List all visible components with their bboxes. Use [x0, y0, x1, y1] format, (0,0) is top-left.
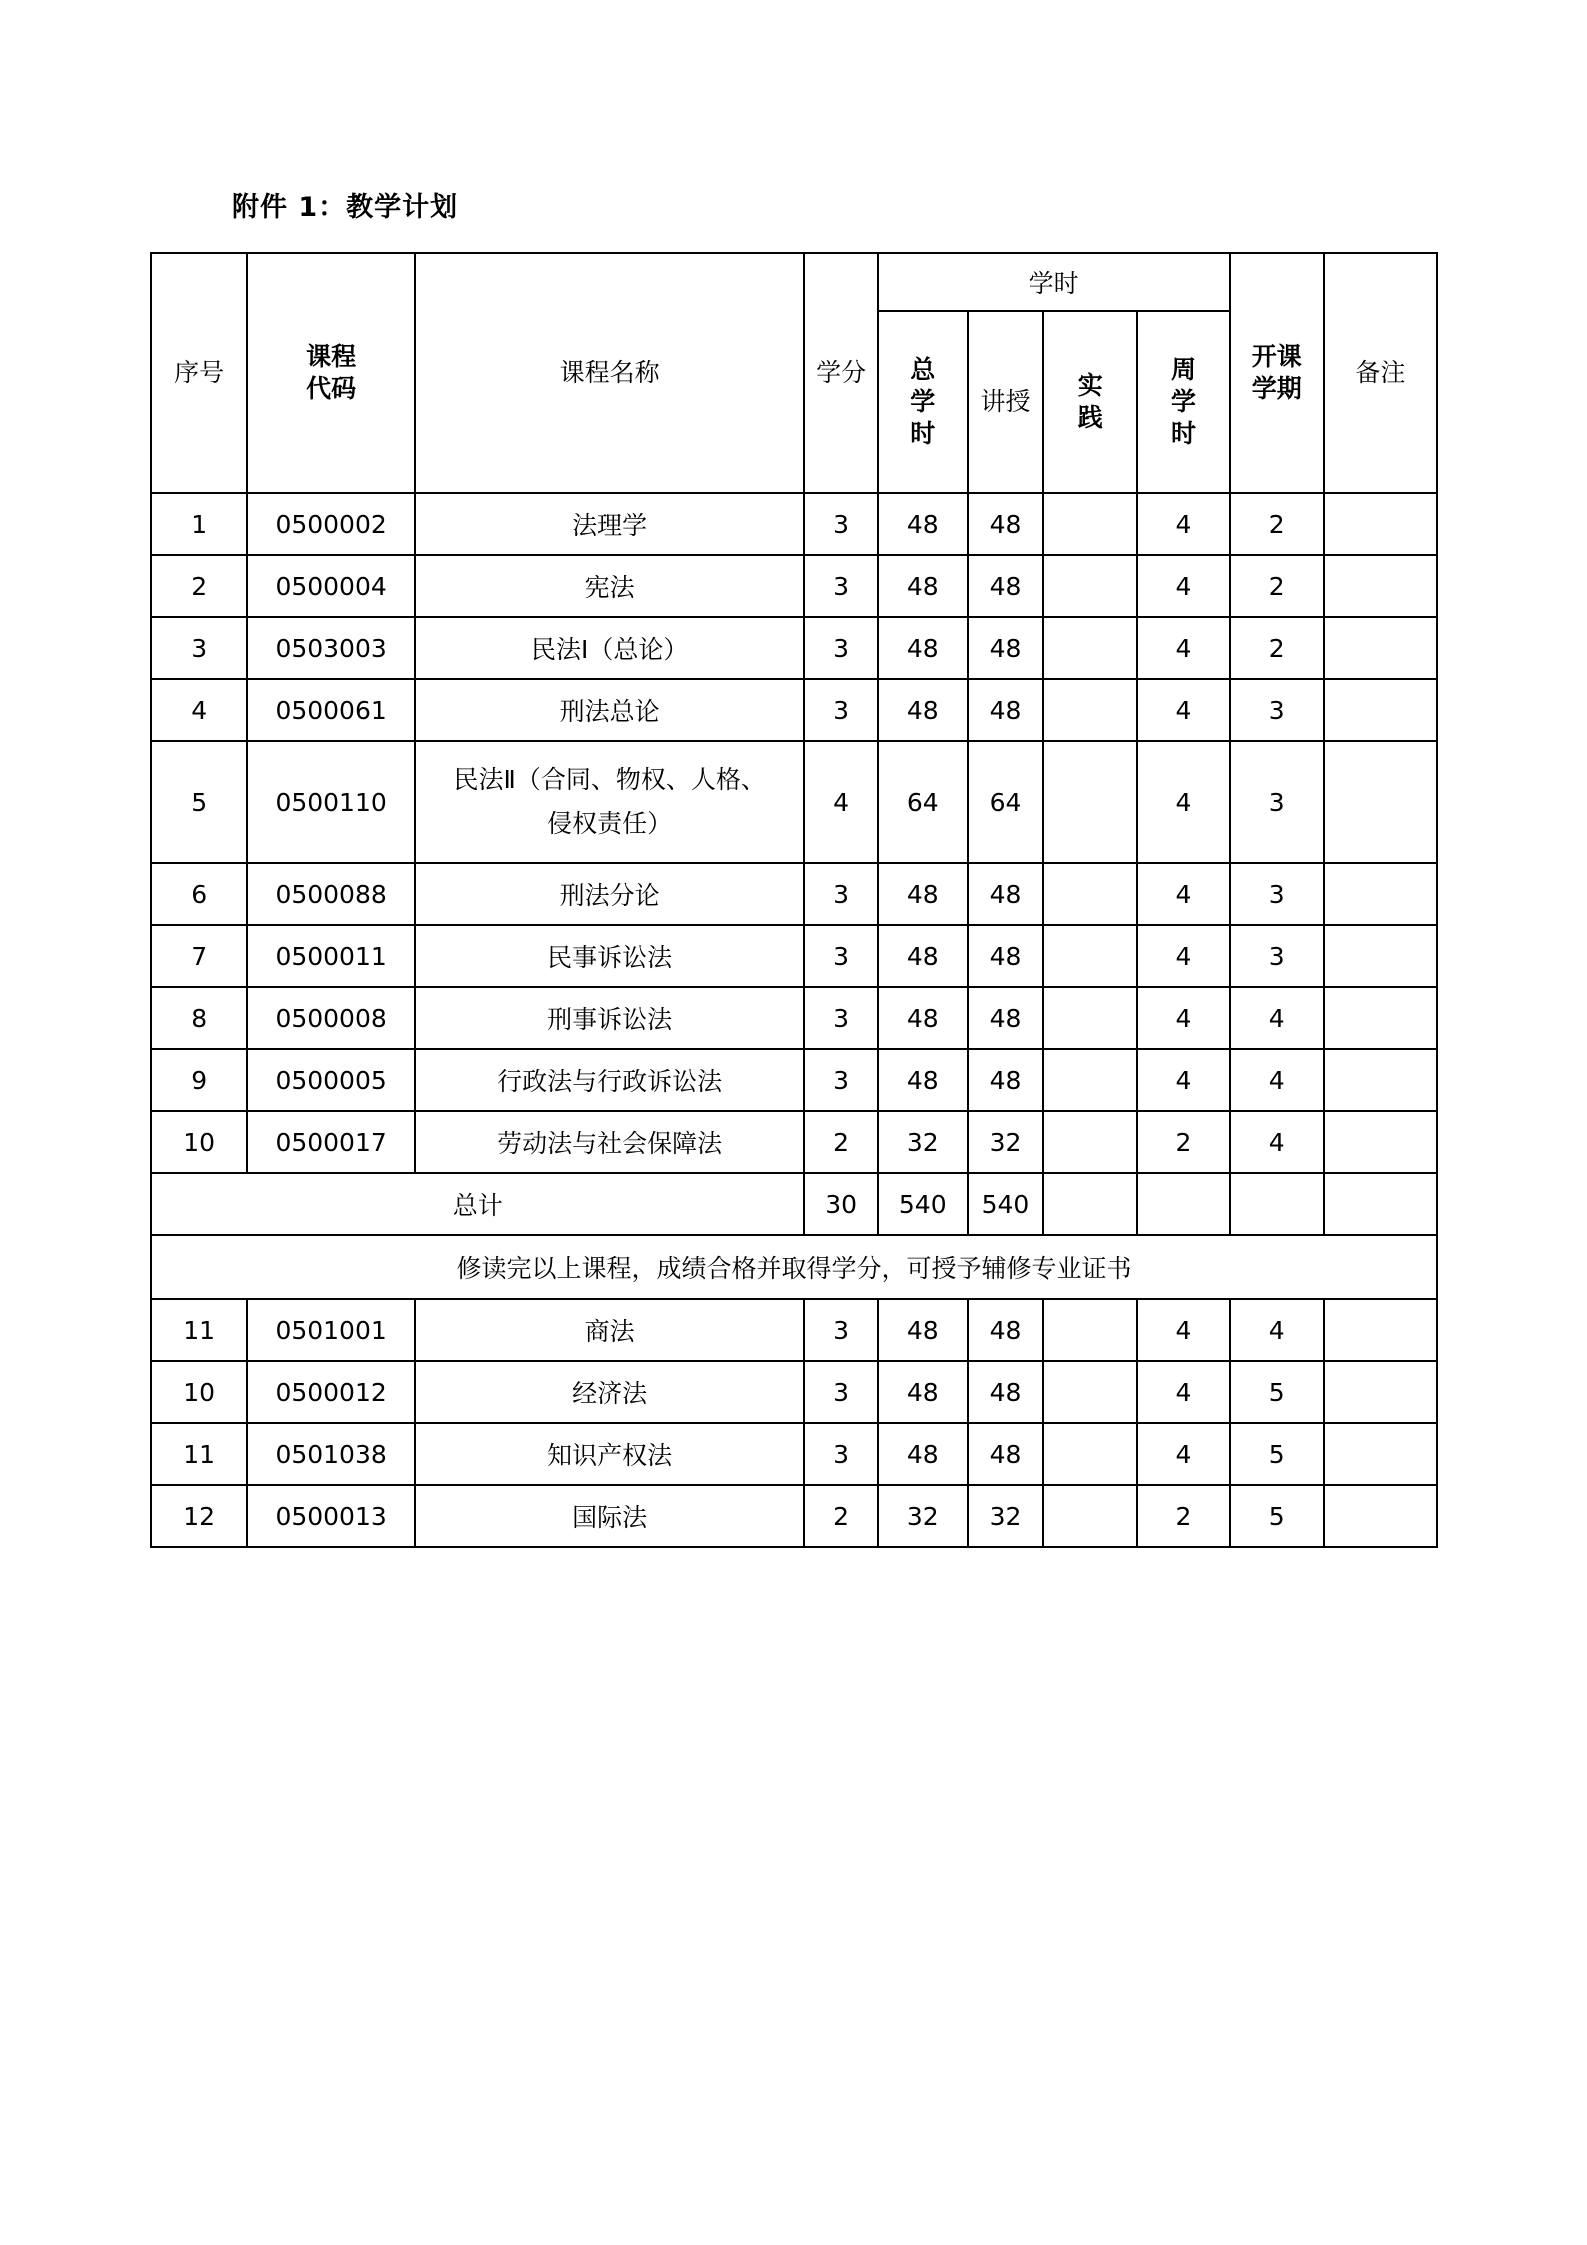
subtotal-total-hours: 540 [878, 1173, 968, 1235]
cell-total-hours: 48 [878, 617, 968, 679]
cell-remark [1324, 987, 1437, 1049]
cell-course-name: 国际法 [415, 1485, 805, 1547]
cell-total-hours: 48 [878, 1299, 968, 1361]
cell-total-hours: 48 [878, 1361, 968, 1423]
cell-term: 5 [1230, 1485, 1324, 1547]
cell-week-hours: 4 [1137, 679, 1229, 741]
cell-week-hours: 2 [1137, 1111, 1229, 1173]
cell-remark [1324, 1361, 1437, 1423]
header-practice [1043, 311, 1137, 493]
cell-remark [1324, 1049, 1437, 1111]
cell-week-hours: 4 [1137, 555, 1229, 617]
header-practice-stack: 实 践 [1077, 370, 1103, 432]
header-course-name: 课程名称 [415, 253, 805, 493]
cell-remark [1324, 863, 1437, 925]
table-row [151, 617, 1437, 679]
cell-code: 0500002 [247, 493, 415, 555]
cell-practice [1043, 617, 1137, 679]
cell-practice [1043, 741, 1137, 863]
cell-practice [1043, 555, 1137, 617]
cell-credit: 3 [804, 493, 877, 555]
cell-no: 7 [151, 925, 247, 987]
cell-code: 0500012 [247, 1361, 415, 1423]
table-row [151, 1299, 1437, 1361]
cell-term: 2 [1230, 617, 1324, 679]
cell-week-hours: 4 [1137, 1423, 1229, 1485]
page-title: 附件 1：教学计划 [232, 192, 459, 223]
cell-practice [1043, 987, 1137, 1049]
table-row [151, 863, 1437, 925]
cell-course-name: 知识产权法 [415, 1423, 805, 1485]
cell-term: 2 [1230, 555, 1324, 617]
table-row [151, 555, 1437, 617]
table-row [151, 1361, 1437, 1423]
cell-credit: 4 [804, 741, 877, 863]
table-subtotal-row [151, 1173, 1437, 1235]
cell-week-hours: 4 [1137, 925, 1229, 987]
subtotal-credit: 30 [804, 1173, 877, 1235]
certificate-note: 修读完以上课程，成绩合格并取得学分，可授予辅修专业证书 [151, 1235, 1437, 1299]
cell-total-hours: 48 [878, 925, 968, 987]
course-name-line-1: 民法Ⅱ（合同、物权、人格、 [453, 765, 766, 795]
cell-week-hours: 4 [1137, 1299, 1229, 1361]
cell-remark [1324, 1111, 1437, 1173]
cell-total-hours: 48 [878, 493, 968, 555]
cell-remark [1324, 925, 1437, 987]
cell-term: 3 [1230, 741, 1324, 863]
header-remark: 备注 [1324, 253, 1437, 493]
cell-no: 11 [151, 1299, 247, 1361]
table-row [151, 493, 1437, 555]
cell-code: 0500017 [247, 1111, 415, 1173]
header-credit: 学分 [804, 253, 877, 493]
cell-course-name: 法理学 [415, 493, 805, 555]
cell-total-hours: 48 [878, 1423, 968, 1485]
cell-course-name: 刑法分论 [415, 863, 805, 925]
table-row [151, 1423, 1437, 1485]
cell-lecture: 32 [968, 1485, 1043, 1547]
cell-course-name: 民事诉讼法 [415, 925, 805, 987]
cell-lecture: 48 [968, 555, 1043, 617]
cell-week-hours: 2 [1137, 1485, 1229, 1547]
cell-term: 3 [1230, 863, 1324, 925]
subtotal-remark [1324, 1173, 1437, 1235]
cell-remark [1324, 741, 1437, 863]
cell-no: 12 [151, 1485, 247, 1547]
header-total-hours-stack: 总 学 时 [910, 354, 936, 448]
cell-credit: 3 [804, 1299, 877, 1361]
cell-remark [1324, 1485, 1437, 1547]
cell-term: 5 [1230, 1361, 1324, 1423]
cell-course-name: 商法 [415, 1299, 805, 1361]
header-term [1230, 253, 1324, 493]
cell-practice [1043, 1361, 1137, 1423]
cell-no: 3 [151, 617, 247, 679]
cell-practice [1043, 1299, 1137, 1361]
header-hours-group: 学时 [878, 253, 1230, 311]
cell-lecture: 48 [968, 1361, 1043, 1423]
cell-week-hours: 4 [1137, 1361, 1229, 1423]
cell-practice [1043, 1423, 1137, 1485]
cell-term: 4 [1230, 987, 1324, 1049]
cell-lecture: 48 [968, 925, 1043, 987]
cell-remark [1324, 555, 1437, 617]
cell-practice [1043, 493, 1137, 555]
cell-code: 0501038 [247, 1423, 415, 1485]
table-row [151, 1049, 1437, 1111]
header-term-stack: 开课 学期 [1251, 341, 1302, 403]
table-header-row-1 [151, 253, 1437, 311]
cell-practice [1043, 925, 1137, 987]
header-code-stack: 课程 代码 [306, 341, 357, 403]
cell-total-hours: 48 [878, 1049, 968, 1111]
table-row [151, 925, 1437, 987]
cell-code: 0500088 [247, 863, 415, 925]
cell-course-name: 民法Ⅰ（总论） [415, 617, 805, 679]
cell-no: 9 [151, 1049, 247, 1111]
cell-total-hours: 48 [878, 555, 968, 617]
table-row [151, 1485, 1437, 1547]
cell-practice [1043, 1485, 1137, 1547]
header-lecture: 讲授 [968, 311, 1043, 493]
cell-lecture: 48 [968, 1049, 1043, 1111]
header-code [247, 253, 415, 493]
cell-remark [1324, 1299, 1437, 1361]
cell-course-name: 经济法 [415, 1361, 805, 1423]
cell-total-hours: 48 [878, 679, 968, 741]
header-week-hours-stack: 周 学 时 [1170, 354, 1196, 448]
cell-practice [1043, 863, 1137, 925]
cell-lecture: 64 [968, 741, 1043, 863]
cell-course-name: 宪法 [415, 555, 805, 617]
cell-term: 4 [1230, 1111, 1324, 1173]
cell-total-hours: 64 [878, 741, 968, 863]
cell-remark [1324, 679, 1437, 741]
cell-credit: 3 [804, 1049, 877, 1111]
subtotal-lecture: 540 [968, 1173, 1043, 1235]
cell-no: 2 [151, 555, 247, 617]
cell-term: 3 [1230, 925, 1324, 987]
cell-week-hours: 4 [1137, 741, 1229, 863]
cell-week-hours: 4 [1137, 493, 1229, 555]
cell-total-hours: 48 [878, 863, 968, 925]
cell-credit: 3 [804, 863, 877, 925]
cell-credit: 3 [804, 555, 877, 617]
cell-no: 1 [151, 493, 247, 555]
cell-course-name: 劳动法与社会保障法 [415, 1111, 805, 1173]
cell-total-hours: 32 [878, 1111, 968, 1173]
cell-course-name: 行政法与行政诉讼法 [415, 1049, 805, 1111]
cell-credit: 3 [804, 1361, 877, 1423]
cell-term: 4 [1230, 1299, 1324, 1361]
cell-practice [1043, 1111, 1137, 1173]
cell-course-name: 刑事诉讼法 [415, 987, 805, 1049]
cell-lecture: 32 [968, 1111, 1043, 1173]
subtotal-practice [1043, 1173, 1137, 1235]
cell-no: 8 [151, 987, 247, 1049]
table-note-row [151, 1235, 1437, 1299]
cell-course-name: 刑法总论 [415, 679, 805, 741]
cell-lecture: 48 [968, 493, 1043, 555]
subtotal-label: 总计 [151, 1173, 804, 1235]
cell-lecture: 48 [968, 1299, 1043, 1361]
cell-credit: 3 [804, 925, 877, 987]
cell-term: 3 [1230, 679, 1324, 741]
cell-no: 6 [151, 863, 247, 925]
cell-week-hours: 4 [1137, 1049, 1229, 1111]
cell-remark [1324, 1423, 1437, 1485]
cell-course-name [415, 741, 805, 863]
cell-lecture: 48 [968, 679, 1043, 741]
table-row [151, 679, 1437, 741]
table-row [151, 1111, 1437, 1173]
cell-code: 0503003 [247, 617, 415, 679]
cell-total-hours: 48 [878, 987, 968, 1049]
cell-week-hours: 4 [1137, 617, 1229, 679]
header-total-hours [878, 311, 968, 493]
cell-lecture: 48 [968, 1423, 1043, 1485]
cell-credit: 3 [804, 679, 877, 741]
cell-code: 0500110 [247, 741, 415, 863]
cell-practice [1043, 679, 1137, 741]
cell-credit: 3 [804, 617, 877, 679]
cell-no: 10 [151, 1361, 247, 1423]
cell-credit: 2 [804, 1111, 877, 1173]
cell-code: 0500013 [247, 1485, 415, 1547]
cell-week-hours: 4 [1137, 863, 1229, 925]
cell-term: 4 [1230, 1049, 1324, 1111]
cell-lecture: 48 [968, 617, 1043, 679]
cell-credit: 2 [804, 1485, 877, 1547]
cell-week-hours: 4 [1137, 987, 1229, 1049]
subtotal-term [1230, 1173, 1324, 1235]
cell-no: 10 [151, 1111, 247, 1173]
cell-remark [1324, 617, 1437, 679]
header-no: 序号 [151, 253, 247, 493]
cell-no: 4 [151, 679, 247, 741]
teaching-plan-table [150, 252, 1438, 1548]
cell-remark [1324, 493, 1437, 555]
cell-lecture: 48 [968, 863, 1043, 925]
subtotal-week-hours [1137, 1173, 1229, 1235]
header-week-hours [1137, 311, 1229, 493]
table-row [151, 987, 1437, 1049]
cell-code: 0500061 [247, 679, 415, 741]
cell-term: 5 [1230, 1423, 1324, 1485]
cell-credit: 3 [804, 987, 877, 1049]
cell-code: 0501001 [247, 1299, 415, 1361]
course-name-line-2: 侵权责任） [547, 809, 673, 838]
cell-code: 0500005 [247, 1049, 415, 1111]
table-row [151, 741, 1437, 863]
cell-practice [1043, 1049, 1137, 1111]
cell-credit: 3 [804, 1423, 877, 1485]
cell-code: 0500008 [247, 987, 415, 1049]
cell-code: 0500011 [247, 925, 415, 987]
cell-lecture: 48 [968, 987, 1043, 1049]
cell-no: 5 [151, 741, 247, 863]
cell-term: 2 [1230, 493, 1324, 555]
cell-code: 0500004 [247, 555, 415, 617]
cell-total-hours: 32 [878, 1485, 968, 1547]
cell-no: 11 [151, 1423, 247, 1485]
